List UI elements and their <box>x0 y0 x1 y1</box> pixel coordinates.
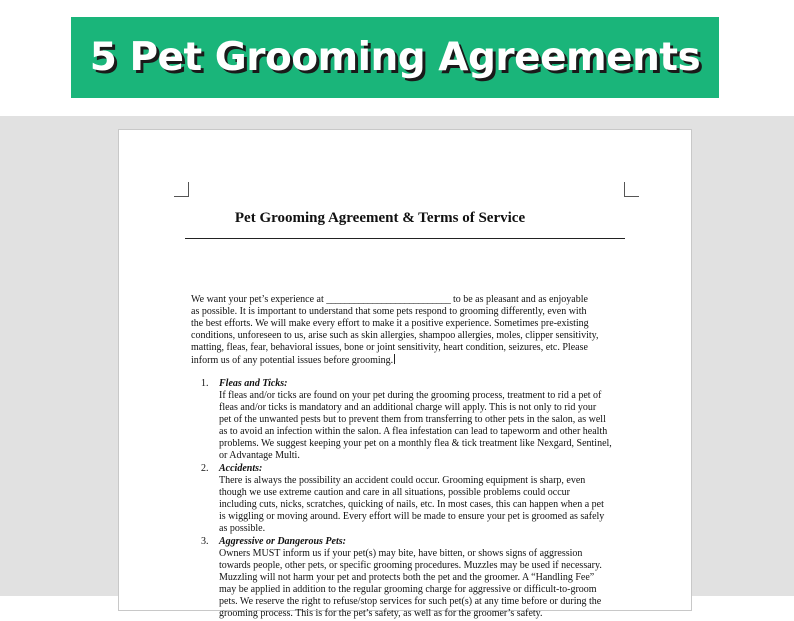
document-page <box>118 129 692 619</box>
document-title: Pet Grooming Agreement & Terms of Service <box>234 210 526 226</box>
term-line: Muzzling will not harm your pet and protects both the pet and the groomer. A “Handling Fee” <box>219 572 595 583</box>
title-banner <box>71 17 719 98</box>
term-line: as possible. <box>219 523 266 534</box>
term-line: may be applied in addition to the regular grooming charge for aggressive or difficult-to-groom <box>219 584 597 595</box>
term-line: or Advantage Multi. <box>219 450 300 461</box>
term-line: Owners MUST inform us if your pet(s) may bite, have bitten, or shows signs of aggression <box>219 548 583 559</box>
term-number: 2. <box>201 463 209 474</box>
term-line: problems. We suggest keeping your pet on a monthly flea & tick treatment like Nexgard, Sentinel, <box>219 438 612 449</box>
term-number: 3. <box>201 536 209 547</box>
term-line: is wiggling or moving around. Every effort will be made to ensure your pet is groomed as safely <box>219 511 605 522</box>
term-heading: Fleas and Ticks: <box>219 378 288 389</box>
term-line: pets. We reserve the right to refuse/stop services for such pet(s) at any time before or during the <box>219 596 602 607</box>
term-line: towards people, other pets, or specific grooming procedures. Muzzles may be used if necessary. <box>219 560 602 571</box>
term-accidents <box>191 463 621 535</box>
text-cursor <box>394 354 395 364</box>
business-name-blank: ___________________________ <box>326 294 451 305</box>
crop-mark-top-left <box>174 182 189 197</box>
terms-list <box>191 378 621 621</box>
document-viewer[interactable] <box>0 116 794 619</box>
term-heading: Aggressive or Dangerous Pets: <box>219 536 346 547</box>
intro-paragraph <box>191 294 621 367</box>
title-rule <box>185 238 625 239</box>
term-line: as to avoid an infection within the salon. A flea infestation can lead to tapeworm and other health <box>219 426 608 437</box>
banner-title: 5 Pet Grooming Agreements <box>89 35 701 80</box>
intro-line: matting, fleas, fear, behavioral issues, bone or joint sensitivity, heart condition, seizures, etc. Please <box>191 342 588 353</box>
term-line: There is always the possibility an accident could occur. Grooming equipment is sharp, even <box>219 475 586 486</box>
intro-line: inform us of any potential issues before grooming. <box>191 355 394 366</box>
term-line: including cuts, nicks, scratches, quicking of nails, etc. In most cases, this can happen when a pet <box>219 499 604 510</box>
crop-mark-top-right <box>624 182 639 197</box>
term-number: 1. <box>201 378 209 389</box>
term-line: If fleas and/or ticks are found on your pet during the grooming process, treatment to rid a pet of <box>219 390 602 401</box>
term-line: grooming process. This is for the pet’s safety, as well as for the groomer’s safety. <box>219 608 543 619</box>
term-line: fleas and/or ticks is mandatory and an additional charge will apply. This is not only to rid your <box>219 402 597 413</box>
term-fleas-and-ticks <box>191 378 621 462</box>
intro-line: conditions, unforeseen to us, arise such as skin allergies, shampoo allergies, moles, clipper sensitivity, <box>191 330 599 341</box>
term-aggressive-pets <box>191 536 621 620</box>
term-line: pet of the unwanted pests but to prevent them from transferring to other pets in the salon, as well <box>219 414 606 425</box>
term-line: though we use extreme caution and care in all situations, possible problems could occur <box>219 487 571 498</box>
intro-line: as possible. It is important to understand that some pets respond to grooming differently, even with <box>191 306 587 317</box>
term-heading: Accidents: <box>219 463 263 474</box>
intro-line: We want your pet’s experience at ___________________________ to be as pleasant and as enjoyable <box>191 294 588 305</box>
intro-line: the best efforts. We will make every effort to make it a positive experience. Sometimes pre-existing <box>191 318 589 329</box>
